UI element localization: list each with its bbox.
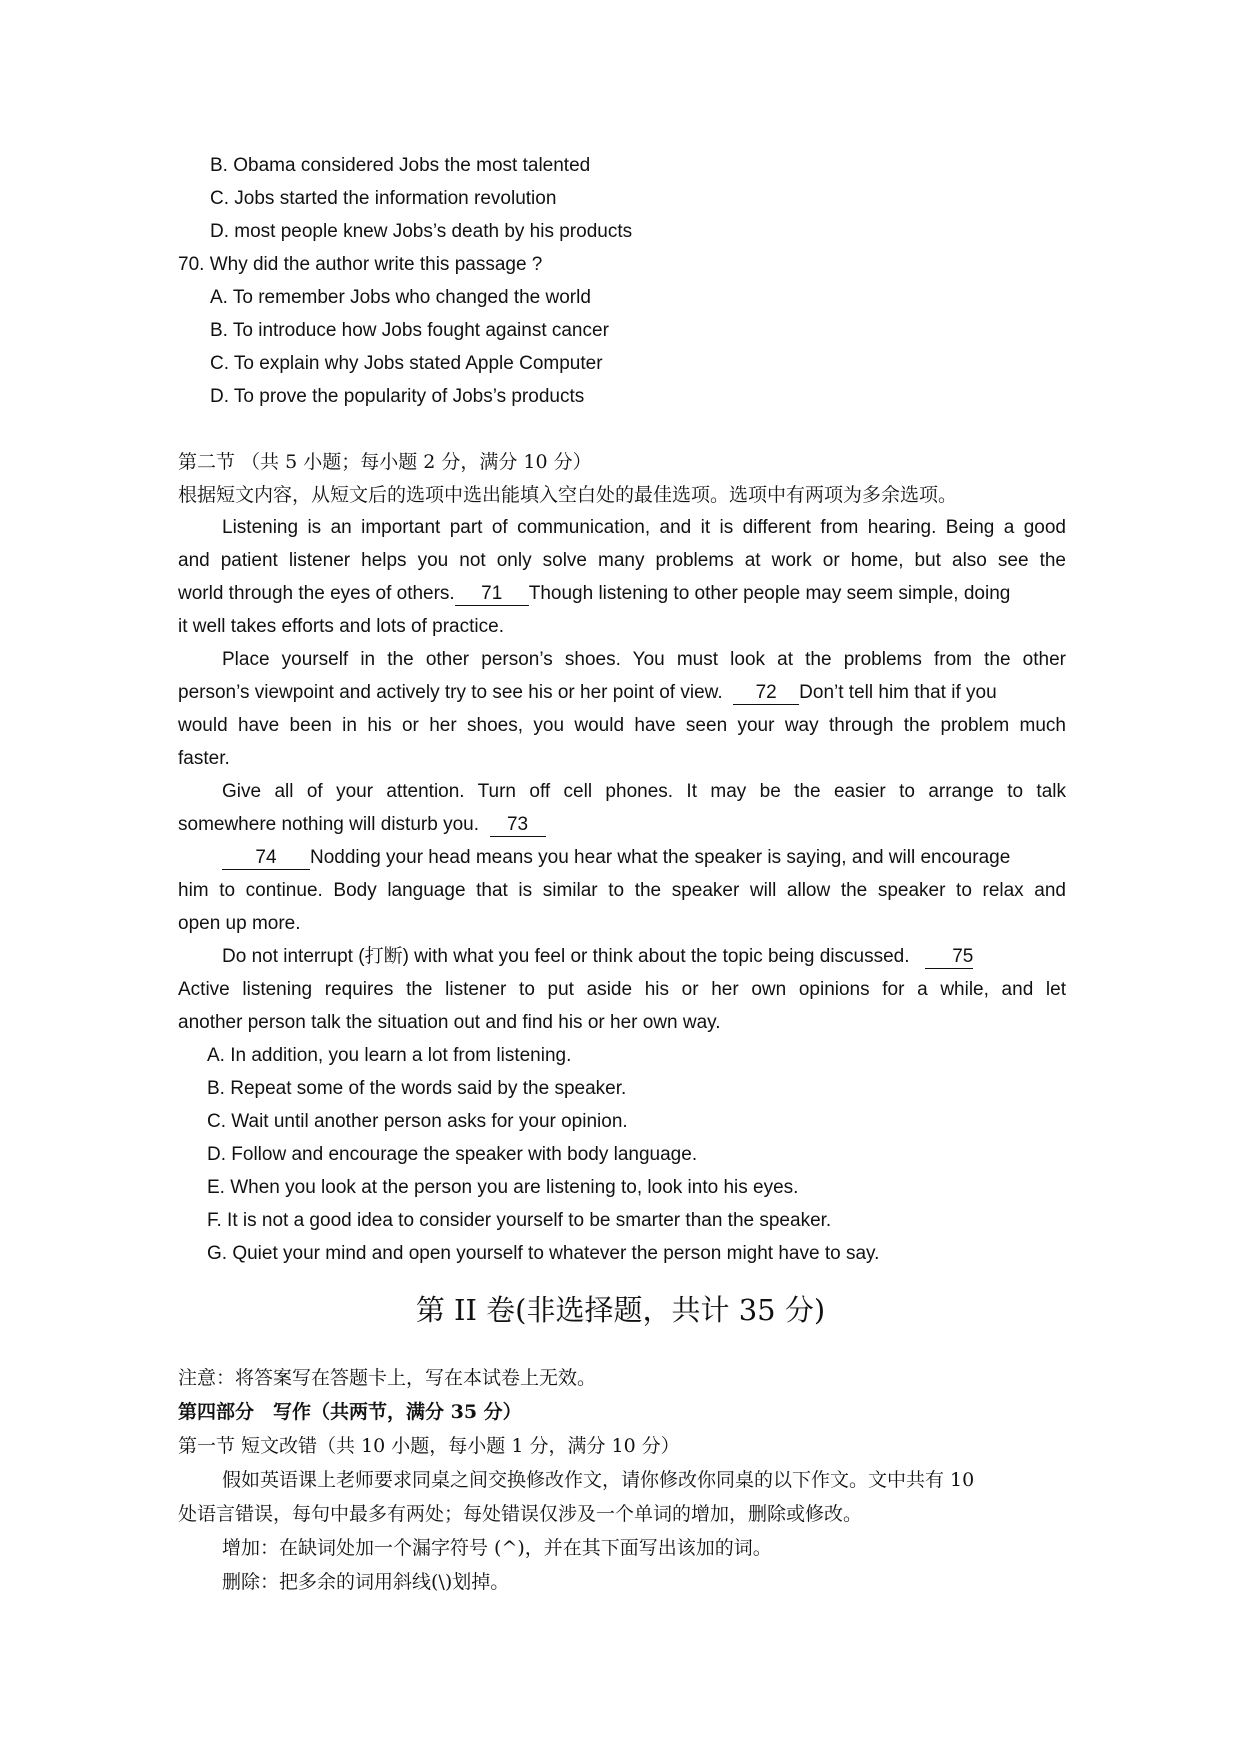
p2-line3: would have been in his or her shoes, you would have seen your way through the problem much <box>178 715 1066 736</box>
p2-line2-a: person’s viewpoint and actively try to see his or her point of view. <box>178 682 723 703</box>
p5-line2: Active listening requires the listener to put aside his or her own opinions for a while, and let <box>178 979 1066 1000</box>
section2-instruction: 根据短文内容，从短文后的选项中选出能填入空白处的最佳选项。选项中有两项为多余选项。 <box>178 484 958 506</box>
p4-line1 <box>222 844 1010 872</box>
p1-line4: it well takes efforts and lots of practice. <box>178 616 504 637</box>
correction-instruction-line2: 处语言错误，每句中最多有两处；每处错误仅涉及一个单词的增加，删除或修改。 <box>178 1503 863 1525</box>
blank-72[interactable]: 72 <box>733 682 799 705</box>
option-c: C. Wait until another person asks for your opinion. <box>207 1111 628 1132</box>
volume2-note: 注意：将答案写在答题卡上，写在本试卷上无效。 <box>178 1367 597 1389</box>
q70-option-a: A. To remember Jobs who changed the world <box>210 287 591 308</box>
p4-line2: him to continue. Body language that is similar to the speaker will allow the speaker to relax and <box>178 880 1066 901</box>
volume2-heading: 第 II 卷(非选择题，共计 35 分) <box>415 1293 826 1327</box>
q70-stem: 70. Why did the author write this passage ? <box>178 254 543 275</box>
p3-line1: Give all of your attention. Turn off cell phones. It may be the easier to arrange to talk <box>222 781 1066 802</box>
correction-instruction-line1: 假如英语课上老师要求同桌之间交换修改作文，请你修改你同桌的以下作文。文中共有 10 <box>222 1469 975 1491</box>
p3-line2 <box>178 811 546 839</box>
q69-option-b: B. Obama considered Jobs the most talented <box>210 155 591 176</box>
p5-line1-a: Do not interrupt (打断) with what you feel or think about the topic being discussed. <box>222 946 910 967</box>
p1-line3 <box>178 580 1010 608</box>
option-d: D. Follow and encourage the speaker with body language. <box>207 1144 698 1165</box>
p4-line1-text: Nodding your head means you hear what the speaker is saying, and will encourage <box>310 847 1011 868</box>
blank-74[interactable]: 74 <box>222 847 310 870</box>
p2-line2-b: Don’t tell him that if you <box>799 682 997 703</box>
section1-title: 第一节 短文改错（共 10 小题，每小题 1 分，满分 10 分） <box>178 1435 680 1457</box>
q70-option-c: C. To explain why Jobs stated Apple Computer <box>210 353 603 374</box>
p1-line1: Listening is an important part of communication, and it is different from hearing. Being a good <box>222 517 1066 538</box>
p1-line2: and patient listener helps you not only solve many problems at work or home, but also see the <box>178 550 1066 571</box>
option-f: F. It is not a good idea to consider yourself to be smarter than the speaker. <box>207 1210 832 1231</box>
option-a: A. In addition, you learn a lot from listening. <box>207 1045 572 1066</box>
option-e: E. When you look at the person you are listening to, look into his eyes. <box>207 1177 799 1198</box>
q70-option-b: B. To introduce how Jobs fought against cancer <box>210 320 609 341</box>
p1-line3-b: Though listening to other people may seem simple, doing <box>528 583 1011 604</box>
option-g: G. Quiet your mind and open yourself to whatever the person might have to say. <box>207 1243 880 1264</box>
blank-71[interactable]: 71 <box>455 583 529 606</box>
p2-line4: faster. <box>178 748 230 769</box>
blank-73[interactable]: 73 <box>490 814 546 837</box>
p1-line3-a: world through the eyes of others. <box>178 583 455 604</box>
blank-75[interactable]: 75 <box>925 946 973 969</box>
p2-line2 <box>178 679 997 707</box>
p5-line1 <box>222 943 973 971</box>
add-rule: 增加：在缺词处加一个漏字符号 (^)，并在其下面写出该加的词。 <box>222 1537 772 1559</box>
section2-title: 第二节 （共 5 小题；每小题 2 分，满分 10 分） <box>178 451 592 473</box>
part4-title: 第四部分 写作（共两节，满分 35 分） <box>178 1401 522 1423</box>
p3-line2-a: somewhere nothing will disturb you. <box>178 814 479 835</box>
p4-line3: open up more. <box>178 913 301 934</box>
delete-rule: 删除：把多余的词用斜线(\)划掉。 <box>222 1571 510 1593</box>
q69-option-c: C. Jobs started the information revolution <box>210 188 557 209</box>
p2-line1: Place yourself in the other person’s shoes. You must look at the problems from the other <box>222 649 1066 670</box>
q69-option-d: D. most people knew Jobs’s death by his products <box>210 221 633 242</box>
q70-option-d: D. To prove the popularity of Jobs’s products <box>210 386 585 407</box>
option-b: B. Repeat some of the words said by the speaker. <box>207 1078 627 1099</box>
p5-line3: another person talk the situation out and find his or her own way. <box>178 1012 721 1033</box>
